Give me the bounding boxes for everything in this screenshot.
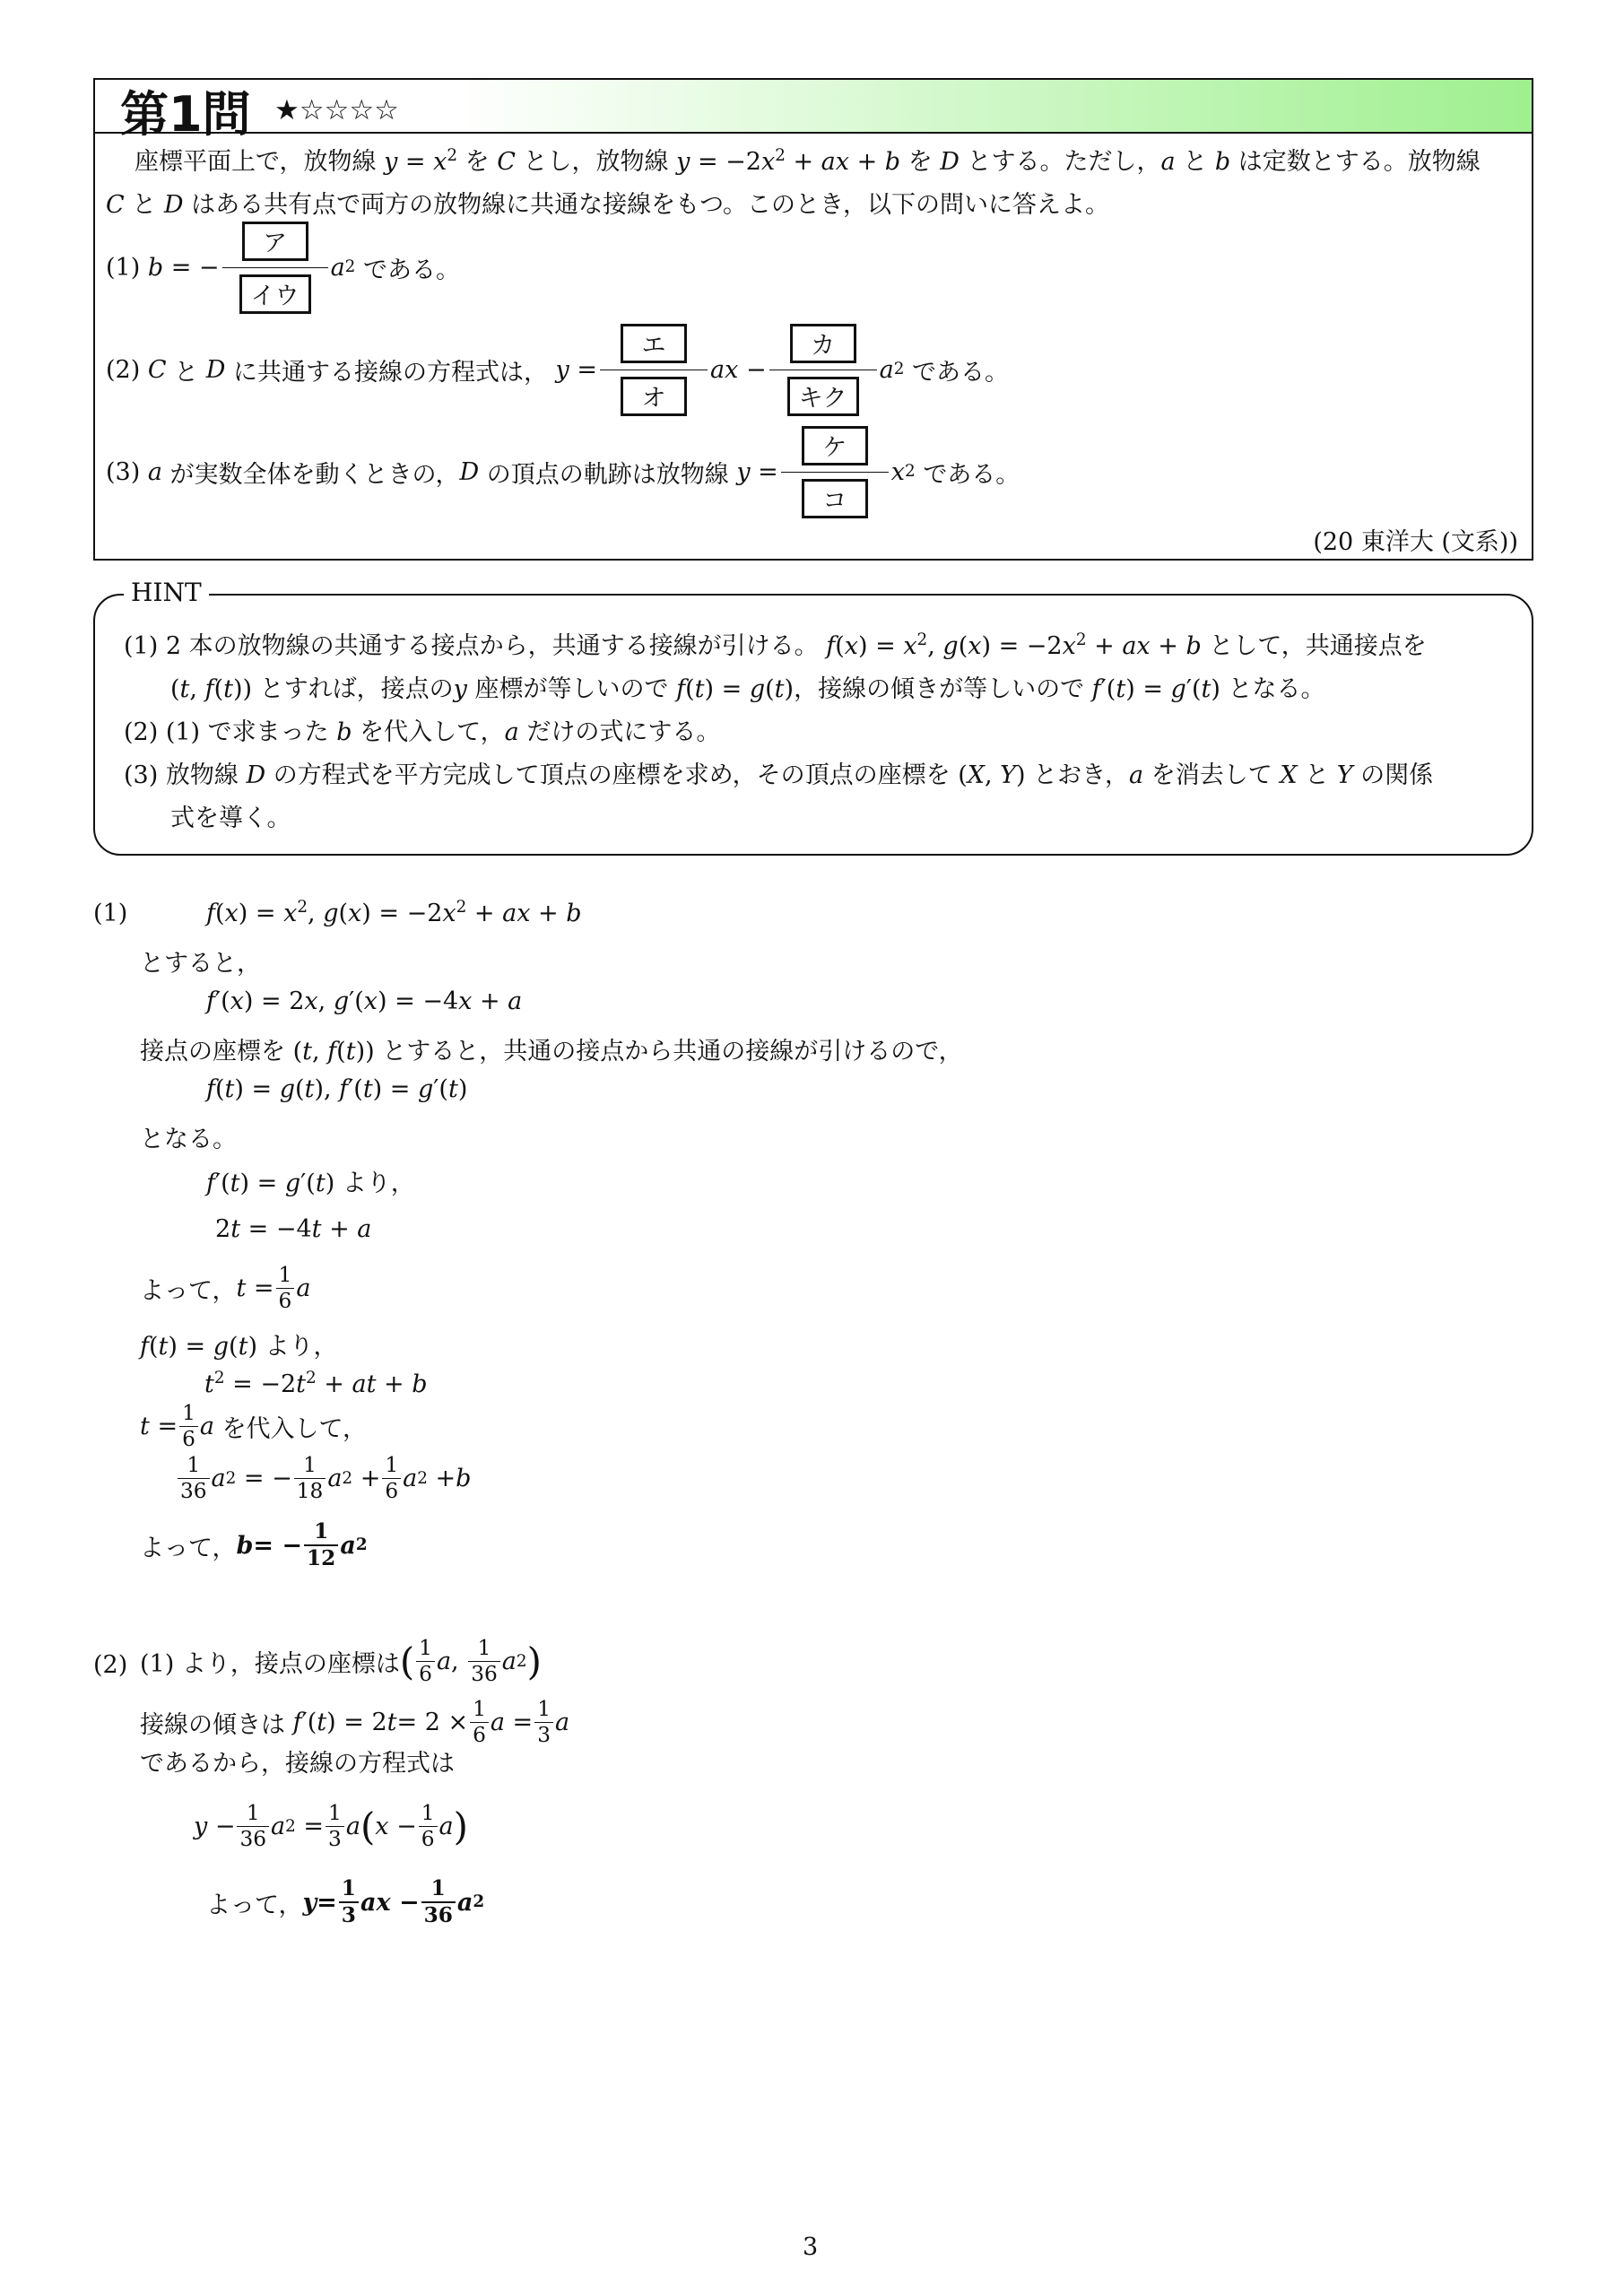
problem-title: 第1問 [120, 86, 251, 143]
hint-1-line-1: (1) 2 本の放物線の共通する接点から，共通する接線が引ける。 $f(x) = x^2$, $g(x) = -2x^2$ + ax + b として，共通接点を [124, 630, 1427, 660]
answer-box-a[interactable]: ア [242, 222, 308, 261]
hint-1-line-2: (t, f(t)) とすれば，接点のy 座標が等しいので f(t) = g(t)，接線の傾きが等しいので f′(t) = g′(t) となる。 [170, 675, 1325, 703]
sol2-answer: よって， y = $\frac{1}{3}$ ax − $\frac{1}{36}$ a 2 [206, 1876, 485, 1928]
sol2-tangent-eq: y − $\frac{1}{36}$ a 2 = $\frac{1}{3}$ a ( x − $\frac{1}{6}$ a ) [194, 1801, 468, 1852]
solution-2-label: (2) [93, 1651, 128, 1679]
answer-box-ke[interactable]: ケ [802, 426, 868, 465]
sol2-slope: 接線の傾きは f ′( t ) = 2 t = 2 × $\frac{1}{6}$ a = $\frac{1}{3}$ a [140, 1697, 570, 1748]
question-2: (2) C と D に共通する接線の方程式は， y = エ オ ax − カ キク a 2 である。 [106, 319, 1009, 420]
sol2-text: であるから，接線の方程式は [140, 1750, 455, 1778]
question-3: (3) a が実数全体を動くときの， D の頂点の軌跡は放物線 y = ケ コ x 2 である。 [106, 422, 1020, 522]
sol1-eq-t2: $t^2 = -2t^2$ + at + b [204, 1368, 428, 1398]
problem-header [95, 80, 1532, 143]
difficulty-stars: ★☆☆☆☆ [274, 94, 399, 126]
sol1-eq-conditions: f(t) = g(t), f′(t) = g′(t) [206, 1075, 468, 1103]
hint-3-line-1: (3) 放物線 D の方程式を平方完成して頂点の座標を求め，その頂点の座標を (X, Y) とおき，a を消去して X と Y の関係 [124, 761, 1434, 789]
statement-line-1: 座標平面上で，放物線 $y = x^2$ を C とし，放物線 $y = -2x^2$ + ax + b を D とする。ただし，a と b は定数とする。放物線 [135, 145, 1481, 176]
statement-line-2: C と D はある共有点で両方の放物線に共通な接線をもつ。このとき，以下の問いに答えよ。 [106, 191, 1109, 219]
sol1-text-tosuruto: とすると， [140, 950, 261, 978]
sol1-eq-t: よって， t = $\frac{1}{6}$ a [140, 1263, 311, 1314]
sol1-eq-expand: $\frac{1}{36}$ a 2 = − $\frac{1}{18}$ a 2 + $\frac{1}{6}$ a 2 + b [176, 1455, 471, 1503]
page-number: 3 [803, 2233, 819, 2261]
sol1-eq-fg: $f(x) = x^2$, $g(x) = -2x^2$ + ax + b [206, 897, 582, 927]
hint-label: HINT [124, 578, 209, 607]
answer-box-o[interactable]: オ [621, 377, 687, 416]
sol1-answer: よって， b = − $\frac{1}{12}$ a 2 [140, 1519, 368, 1571]
sol1-eq-2t: 2t = −4t + a [215, 1215, 372, 1243]
answer-box-ko[interactable]: コ [802, 479, 868, 518]
sol1-text-contact: 接点の座標を (t, f(t)) とすると，共通の接点から共通の接線が引けるので， [140, 1038, 963, 1065]
question-1: (1) b = − ア イウ a 2 である。 [106, 217, 460, 317]
sol1-eq-fg-t: f(t) = g(t) より， [140, 1333, 338, 1361]
sol1-eq-deriv-eq: f′(t) = g′(t) より， [206, 1170, 415, 1197]
problem-source: (20 東洋大 (文系)) [1313, 528, 1518, 556]
answer-box-kiku[interactable]: キク [787, 377, 859, 416]
solution-1-label: (1) [93, 900, 128, 927]
sol1-eq-derivs: f′(x) = 2x, g′(x) = −4x + a [206, 987, 523, 1015]
hint-2: (2) (1) で求まった b を代入して，a だけの式にする。 [124, 718, 721, 746]
sol1-eq-subst: t = $\frac{1}{6}$ a を代入して， [140, 1401, 368, 1452]
sol2-contact-point: (1) より，接点の座標は ( $\frac{1}{6}$ a , $\frac{1}{36}$ a 2 ) [140, 1636, 542, 1687]
answer-box-e[interactable]: エ [621, 324, 687, 363]
hint-3-line-2: 式を導く。 [170, 804, 291, 832]
sol1-text-naru: となる。 [140, 1126, 237, 1153]
answer-box-iu[interactable]: イウ [239, 274, 311, 314]
answer-box-ka[interactable]: カ [790, 324, 856, 363]
